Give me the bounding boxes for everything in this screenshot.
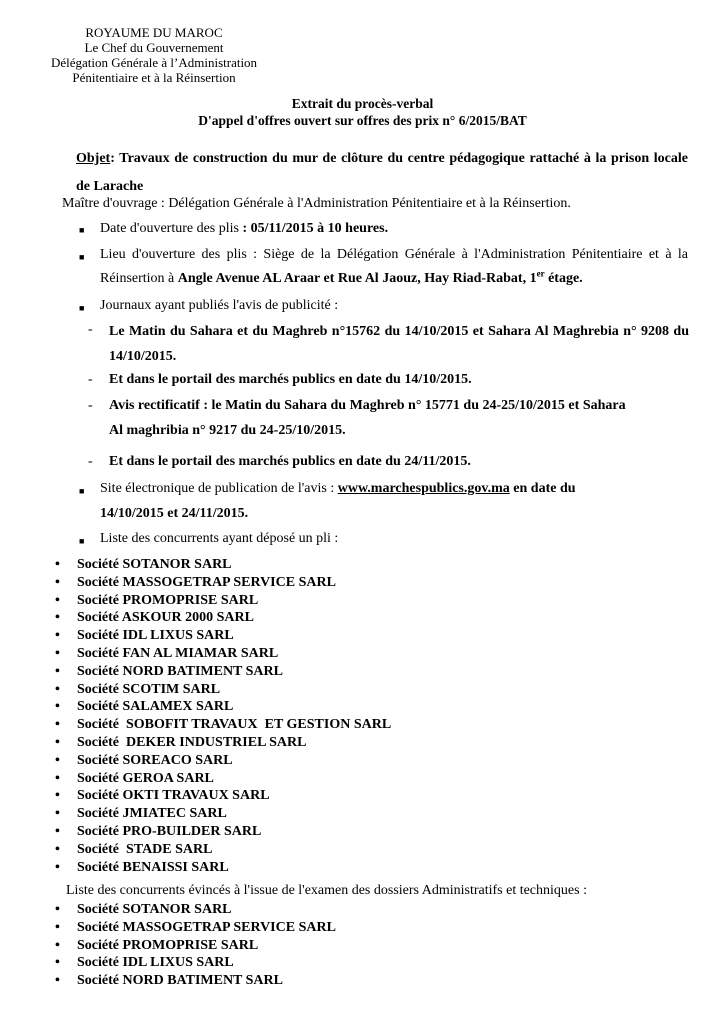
- company-list-item: • Société FAN AL MIAMAR SARL: [52, 645, 391, 663]
- company-list-item: • Société SCOTIM SARL: [52, 681, 391, 699]
- journaux-label: Journaux ayant publiés l'avis de publicité :: [100, 298, 339, 313]
- company-list-item: • Société BENAISSI SARL: [52, 859, 391, 877]
- document-title: Extrait du procès-verbal: [291, 96, 434, 111]
- company-list-item: • Société IDL LIXUS SARL: [52, 954, 336, 972]
- dash-bullet-icon: -: [88, 322, 93, 337]
- company-list-item: • Société ASKOUR 2000 SARL: [52, 609, 391, 627]
- lieu-label: Lieu d'ouverture des plis : Siège de la Délégation Générale à l'Administration Pénitentiaire et à la Réinsertion à: [100, 247, 688, 286]
- company-list-item: • Société SOREACO SARL: [52, 752, 391, 770]
- header-line-penitentiary: Pénitentiaire et à la Réinsertion: [72, 70, 236, 85]
- company-list-item: • Société OKTI TRAVAUX SARL: [52, 787, 391, 805]
- objet-label: Objet: [76, 151, 111, 166]
- header-line-kingdom: ROYAUME DU MAROC: [85, 25, 223, 40]
- site-label: Site électronique de publication de l'avis :: [100, 481, 338, 496]
- date-ouverture-label: Date d'ouverture des plis: [100, 221, 243, 236]
- square-bullet-icon: ■: [79, 303, 85, 313]
- issuer-header: [24, 25, 284, 85]
- dash-bullet-icon: -: [88, 398, 93, 413]
- company-list-item: • Société NORD BATIMENT SARL: [52, 972, 336, 990]
- company-list-item: • Société IDL LIXUS SARL: [52, 627, 391, 645]
- company-list-item: • Société DEKER INDUSTRIEL SARL: [52, 734, 391, 752]
- document-subtitle: D'appel d'offres ouvert sur offres des prix n° 6/2015/BAT: [198, 113, 527, 128]
- company-list-item: • Société MASSOGETRAP SERVICE SARL: [52, 919, 336, 937]
- square-bullet-icon: ■: [79, 252, 85, 262]
- company-list-item: • Société SOBOFIT TRAVAUX ET GESTION SARL: [52, 716, 391, 734]
- site-url-link[interactable]: www.marchespublics.gov.ma: [337, 481, 510, 496]
- company-list-item: • Société SOTANOR SARL: [52, 901, 336, 919]
- square-bullet-icon: ■: [79, 536, 85, 546]
- lieu-ouverture: [100, 243, 688, 291]
- journal-item-2: Et dans le portail des marchés publics en date du 14/10/2015.: [109, 372, 472, 387]
- concurrents-list: [52, 556, 391, 876]
- square-bullet-icon: ■: [79, 486, 85, 496]
- journal-item-3: Avis rectificatif : le Matin du Sahara du Maghreb n° 15771 du 24-25/10/2015 et Sahara: [109, 398, 626, 413]
- objet-paragraph: [76, 145, 688, 201]
- company-list-item: • Société MASSOGETRAP SERVICE SARL: [52, 574, 391, 592]
- company-list-item: • Société NORD BATIMENT SARL: [52, 663, 391, 681]
- site-date-prefix: en date du: [509, 481, 576, 496]
- date-ouverture: [100, 221, 388, 237]
- company-list-item: • Société SOTANOR SARL: [52, 556, 391, 574]
- header-line-delegation: Délégation Générale à l’Administration: [50, 55, 258, 70]
- concurrents-label: Liste des concurrents ayant déposé un pli :: [100, 531, 339, 546]
- company-list-item: • Société PROMOPRISE SARL: [52, 592, 391, 610]
- company-list-item: • Société SALAMEX SARL: [52, 698, 391, 716]
- maitre-ouvrage: Maître d'ouvrage : Délégation Générale à l'Administration Pénitentiaire et à la Réinsertion.: [62, 196, 571, 211]
- journal-item-3-continued: Al maghribia n° 9217 du 24-25/10/2015.: [109, 423, 346, 438]
- journal-item-4: Et dans le portail des marchés publics en date du 24/11/2015.: [109, 454, 471, 469]
- company-list-item: • Société GEROA SARL: [52, 770, 391, 788]
- objet-text: Travaux de construction du mur de clôture du centre pédagogique rattaché à la prison locale de Larache: [76, 151, 688, 194]
- lieu-floor-sup: er: [536, 268, 545, 279]
- journal-item-1: Le Matin du Sahara et du Maghreb n°15762 du 14/10/2015 et Sahara Al Maghrebia n° 9208 du 14/10/2015.: [109, 324, 689, 364]
- company-list-item: • Société PROMOPRISE SARL: [52, 937, 336, 955]
- square-bullet-icon: ■: [79, 225, 85, 235]
- lieu-address: Angle Avenue AL Araar et Rue Al Jaouz, Hay Riad-Rabat, 1: [177, 271, 537, 286]
- lieu-floor-suffix: étage.: [544, 271, 583, 286]
- date-ouverture-value: : 05/11/2015 à 10 heures.: [242, 221, 389, 236]
- site-publication: [100, 481, 576, 497]
- header-line-government: Le Chef du Gouvernement: [84, 40, 224, 55]
- company-list-item: • Société PRO-BUILDER SARL: [52, 823, 391, 841]
- evinces-list: [52, 901, 336, 990]
- site-dates: 14/10/2015 et 24/11/2015.: [100, 506, 249, 521]
- company-list-item: • Société STADE SARL: [52, 841, 391, 859]
- company-list-item: • Société JMIATEC SARL: [52, 805, 391, 823]
- objet-colon: :: [110, 151, 120, 166]
- dash-bullet-icon: -: [88, 454, 93, 469]
- dash-bullet-icon: -: [88, 372, 93, 387]
- evinces-label: Liste des concurrents évincés à l'issue de l'examen des dossiers Administratifs et techniques :: [66, 883, 587, 898]
